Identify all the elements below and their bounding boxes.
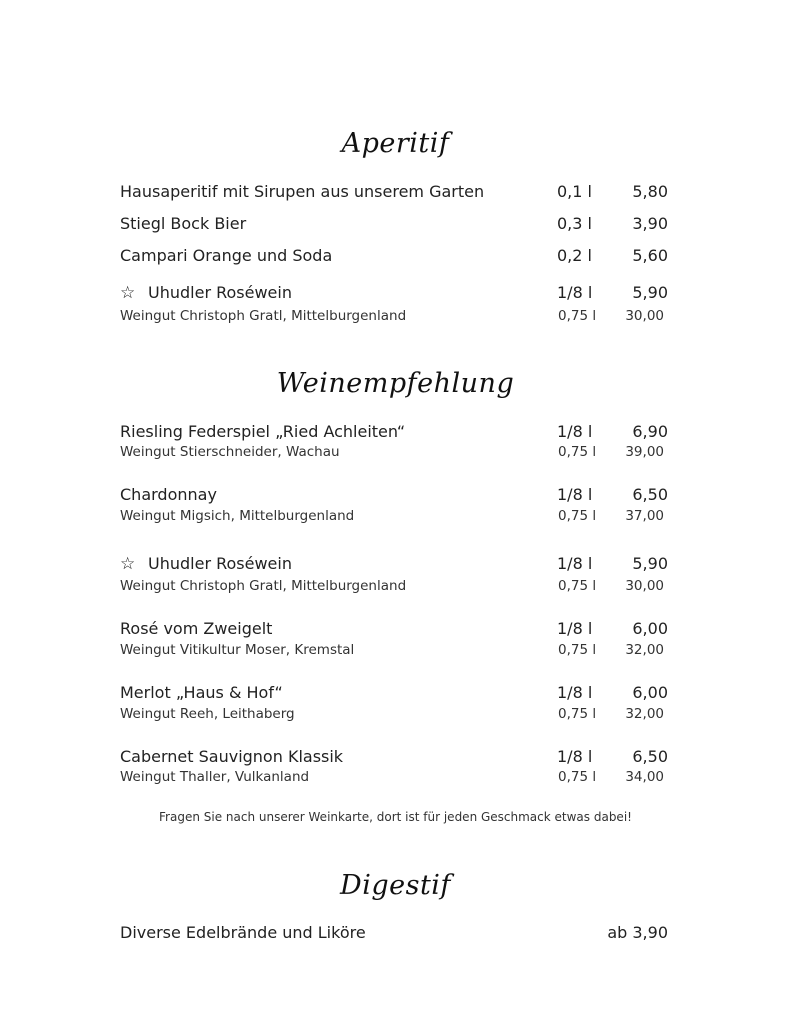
item-name: Stiegl Bock Bier [120, 214, 247, 233]
item-volume: 0,1 l [557, 182, 592, 201]
item-name: Diverse Edelbrände und Liköre [120, 923, 366, 942]
item-price: ab 3,90 [607, 923, 668, 942]
item-name: Uhudler Roséwein [148, 283, 292, 302]
item-price: 6,50 [632, 747, 668, 766]
producer-row [120, 307, 680, 325]
item-volume: 1/8 l [557, 619, 593, 638]
item-price: 5,80 [632, 182, 668, 201]
star-icon: ☆ [120, 283, 136, 303]
producer-name: Weingut Vitikultur Moser, Kremstal [120, 642, 355, 658]
menu-item [120, 181, 680, 203]
producer-name: Weingut Reeh, Leithaberg [120, 706, 295, 722]
bottle-volume: 0,75 l [558, 706, 597, 722]
producer-row [120, 705, 680, 723]
item-name: Chardonnay [120, 485, 217, 504]
item-name: Rosé vom Zweigelt [120, 619, 273, 638]
bottle-volume: 0,75 l [558, 642, 597, 658]
item-name: Uhudler Roséwein [148, 554, 292, 573]
item-volume: 1/8 l [557, 422, 593, 441]
menu-item [120, 282, 680, 304]
bottle-volume: 0,75 l [558, 508, 597, 524]
menu-item [120, 618, 680, 640]
item-price: 6,50 [632, 485, 668, 504]
item-price: 6,00 [632, 619, 668, 638]
section-title-digestif: Digestif [340, 870, 451, 901]
item-name: Merlot „Haus & Hof“ [120, 683, 283, 702]
producer-row [120, 443, 680, 461]
item-price: 5,90 [632, 554, 668, 573]
menu-item [120, 922, 680, 944]
item-volume: 1/8 l [557, 485, 593, 504]
producer-row [120, 768, 680, 786]
bottle-price: 30,00 [625, 308, 664, 324]
producer-name: Weingut Thaller, Vulkanland [120, 769, 310, 785]
item-name-wrapper [120, 282, 292, 304]
menu-item [120, 421, 680, 443]
item-volume: 0,2 l [557, 246, 592, 265]
item-name: Riesling Federspiel „Ried Achleiten“ [120, 422, 406, 441]
item-price: 6,00 [632, 683, 668, 702]
bottle-price: 39,00 [625, 444, 664, 460]
item-price: 6,90 [632, 422, 668, 441]
menu-item [120, 746, 680, 768]
bottle-price: 37,00 [625, 508, 664, 524]
menu-item [120, 245, 680, 267]
producer-row [120, 577, 680, 595]
bottle-price: 32,00 [625, 642, 664, 658]
menu-item [120, 682, 680, 704]
item-volume: 1/8 l [557, 683, 593, 702]
bottle-volume: 0,75 l [558, 308, 597, 324]
bottle-price: 30,00 [625, 578, 664, 594]
item-price: 5,60 [632, 246, 668, 265]
menu-item [120, 553, 680, 575]
producer-row [120, 641, 680, 659]
producer-name: Weingut Stierschneider, Wachau [120, 444, 340, 460]
item-volume: 0,3 l [557, 214, 592, 233]
menu-item [120, 484, 680, 506]
item-volume: 1/8 l [557, 554, 593, 573]
bottle-price: 34,00 [625, 769, 664, 785]
item-name: Campari Orange und Soda [120, 246, 333, 265]
bottle-volume: 0,75 l [558, 769, 597, 785]
wine-list-note: Fragen Sie nach unserer Weinkarte, dort ist für jeden Geschmack etwas dabei! [159, 810, 632, 824]
item-volume: 1/8 l [557, 747, 593, 766]
bottle-volume: 0,75 l [558, 444, 597, 460]
item-price: 3,90 [632, 214, 668, 233]
section-title-aperitif: Aperitif [341, 128, 450, 159]
producer-name: Weingut Christoph Gratl, Mittelburgenland [120, 578, 407, 594]
item-name: Hausaperitif mit Sirupen aus unserem Garten [120, 182, 485, 201]
menu-item [120, 213, 680, 235]
item-name: Cabernet Sauvignon Klassik [120, 747, 344, 766]
item-price: 5,90 [632, 283, 668, 302]
producer-name: Weingut Migsich, Mittelburgenland [120, 508, 355, 524]
producer-name: Weingut Christoph Gratl, Mittelburgenland [120, 308, 407, 324]
section-title-weinempfehlung: Weinempfehlung [276, 368, 515, 399]
star-icon: ☆ [120, 554, 136, 574]
item-volume: 1/8 l [557, 283, 593, 302]
item-name-wrapper [120, 553, 292, 575]
producer-row [120, 507, 680, 525]
bottle-price: 32,00 [625, 706, 664, 722]
bottle-volume: 0,75 l [558, 578, 597, 594]
